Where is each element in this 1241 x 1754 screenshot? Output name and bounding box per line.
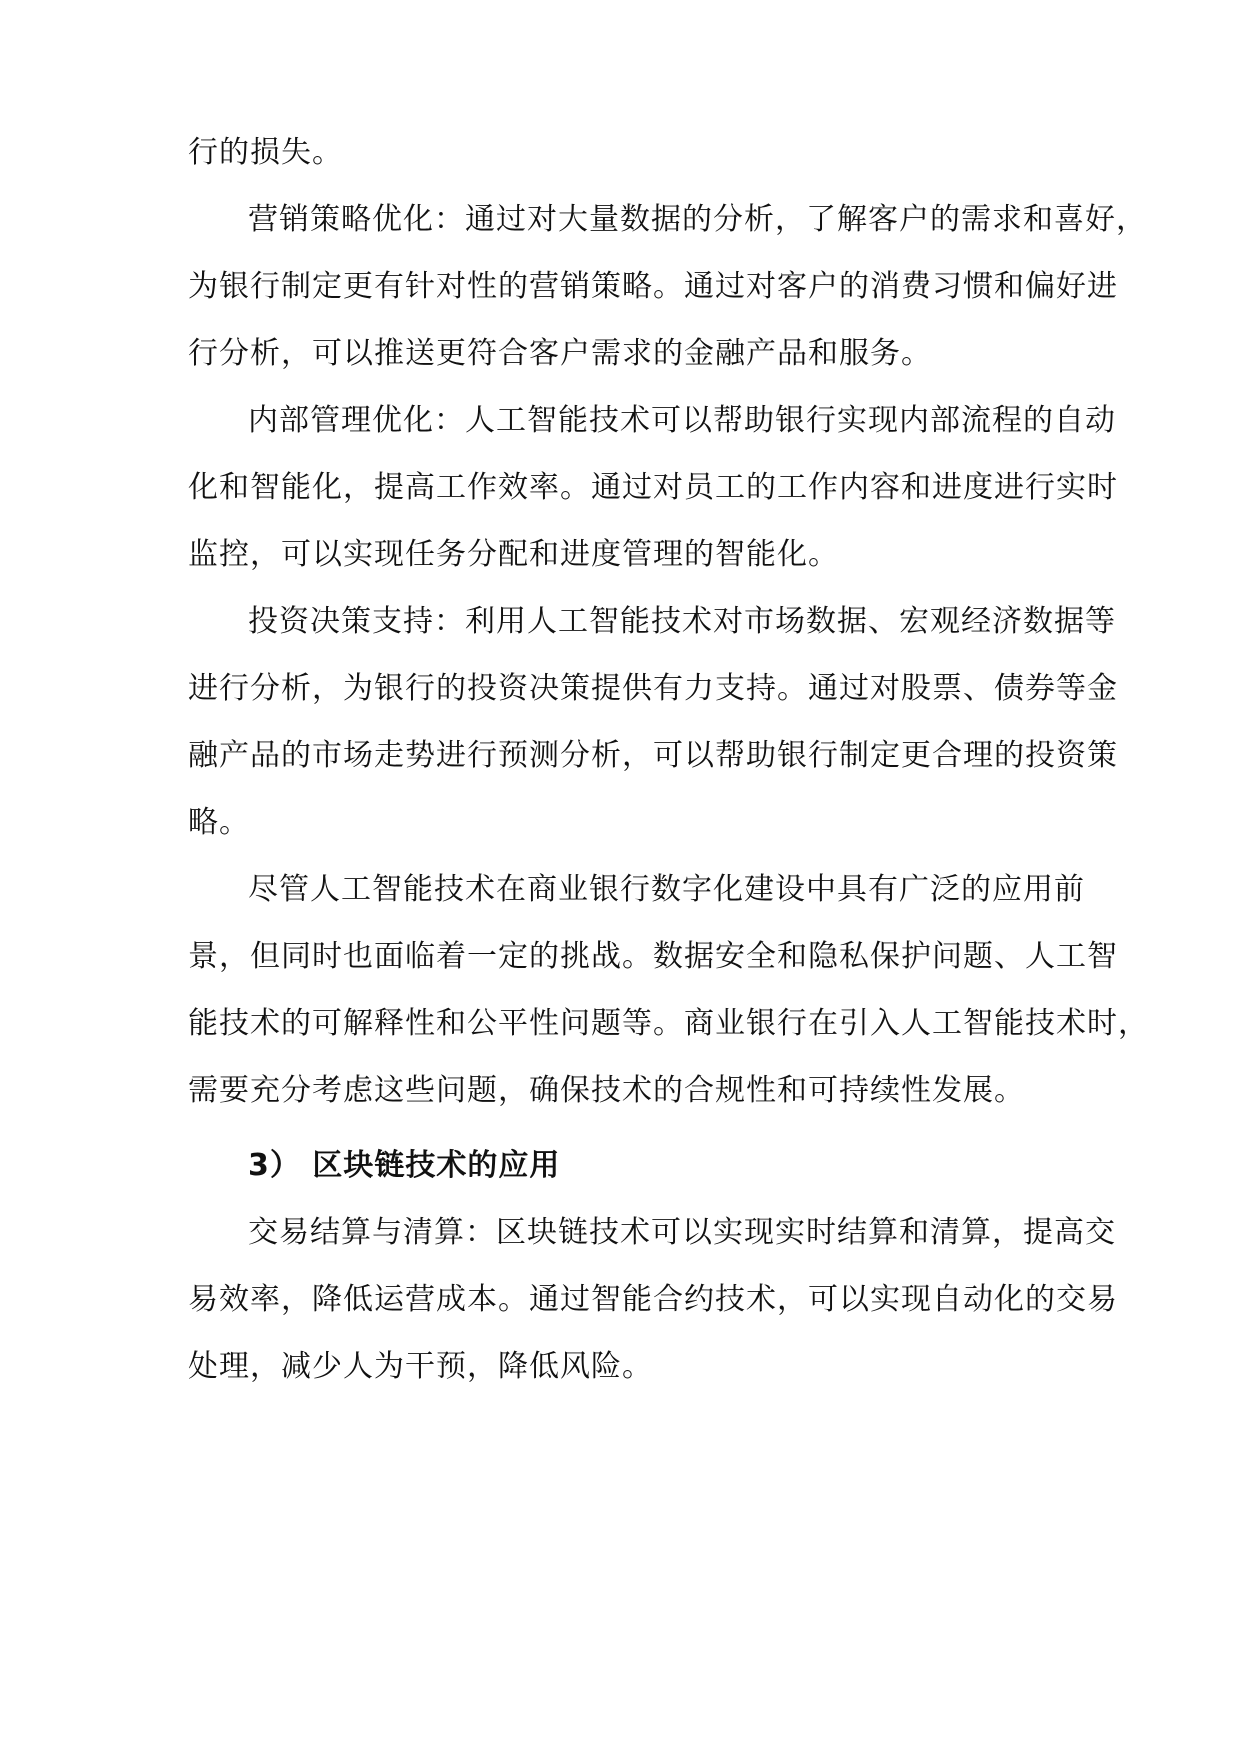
paragraph-line: 内部管理优化：人工智能技术可以帮助银行实现内部流程的自动: [248, 403, 1116, 438]
paragraph-line: 营销策略优化：通过对大量数据的分析，了解客户的需求和喜好，: [248, 202, 1147, 237]
paragraph-line: 为银行制定更有针对性的营销策略。通过对客户的消费习惯和偏好进: [188, 269, 1118, 304]
paragraph-line: 投资决策支持：利用人工智能技术对市场数据、宏观经济数据等: [248, 604, 1116, 639]
paragraph-line: 交易结算与清算：区块链技术可以实现实时结算和清算，提高交: [248, 1215, 1116, 1250]
paragraph-line: 进行分析，为银行的投资决策提供有力支持。通过对股票、债券等金: [188, 671, 1118, 706]
paragraph-line: 融产品的市场走势进行预测分析，可以帮助银行制定更合理的投资策: [188, 738, 1118, 773]
paragraph-line: 处理，减少人为干预，降低风险。: [188, 1349, 653, 1384]
paragraph-line: 景，但同时也面临着一定的挑战。数据安全和隐私保护问题、人工智: [188, 939, 1118, 974]
paragraph-line: 略。: [188, 805, 250, 840]
section-heading: 3） 区块链技术的应用: [248, 1148, 561, 1183]
paragraph-line: 监控，可以实现任务分配和进度管理的智能化。: [188, 537, 839, 572]
paragraph-line: 易效率，降低运营成本。通过智能合约技术，可以实现自动化的交易: [188, 1282, 1118, 1317]
paragraph-line: 行分析，可以推送更符合客户需求的金融产品和服务。: [188, 336, 932, 371]
paragraph-line: 需要充分考虑这些问题，确保技术的合规性和可持续性发展。: [188, 1073, 1025, 1108]
paragraph-line: 能技术的可解释性和公平性问题等。商业银行在引入人工智能技术时，: [188, 1006, 1149, 1041]
paragraph-line: 化和智能化，提高工作效率。通过对员工的工作内容和进度进行实时: [188, 470, 1118, 505]
paragraph-line: 尽管人工智能技术在商业银行数字化建设中具有广泛的应用前: [248, 872, 1085, 907]
paragraph-line: 行的损失。: [188, 135, 343, 170]
